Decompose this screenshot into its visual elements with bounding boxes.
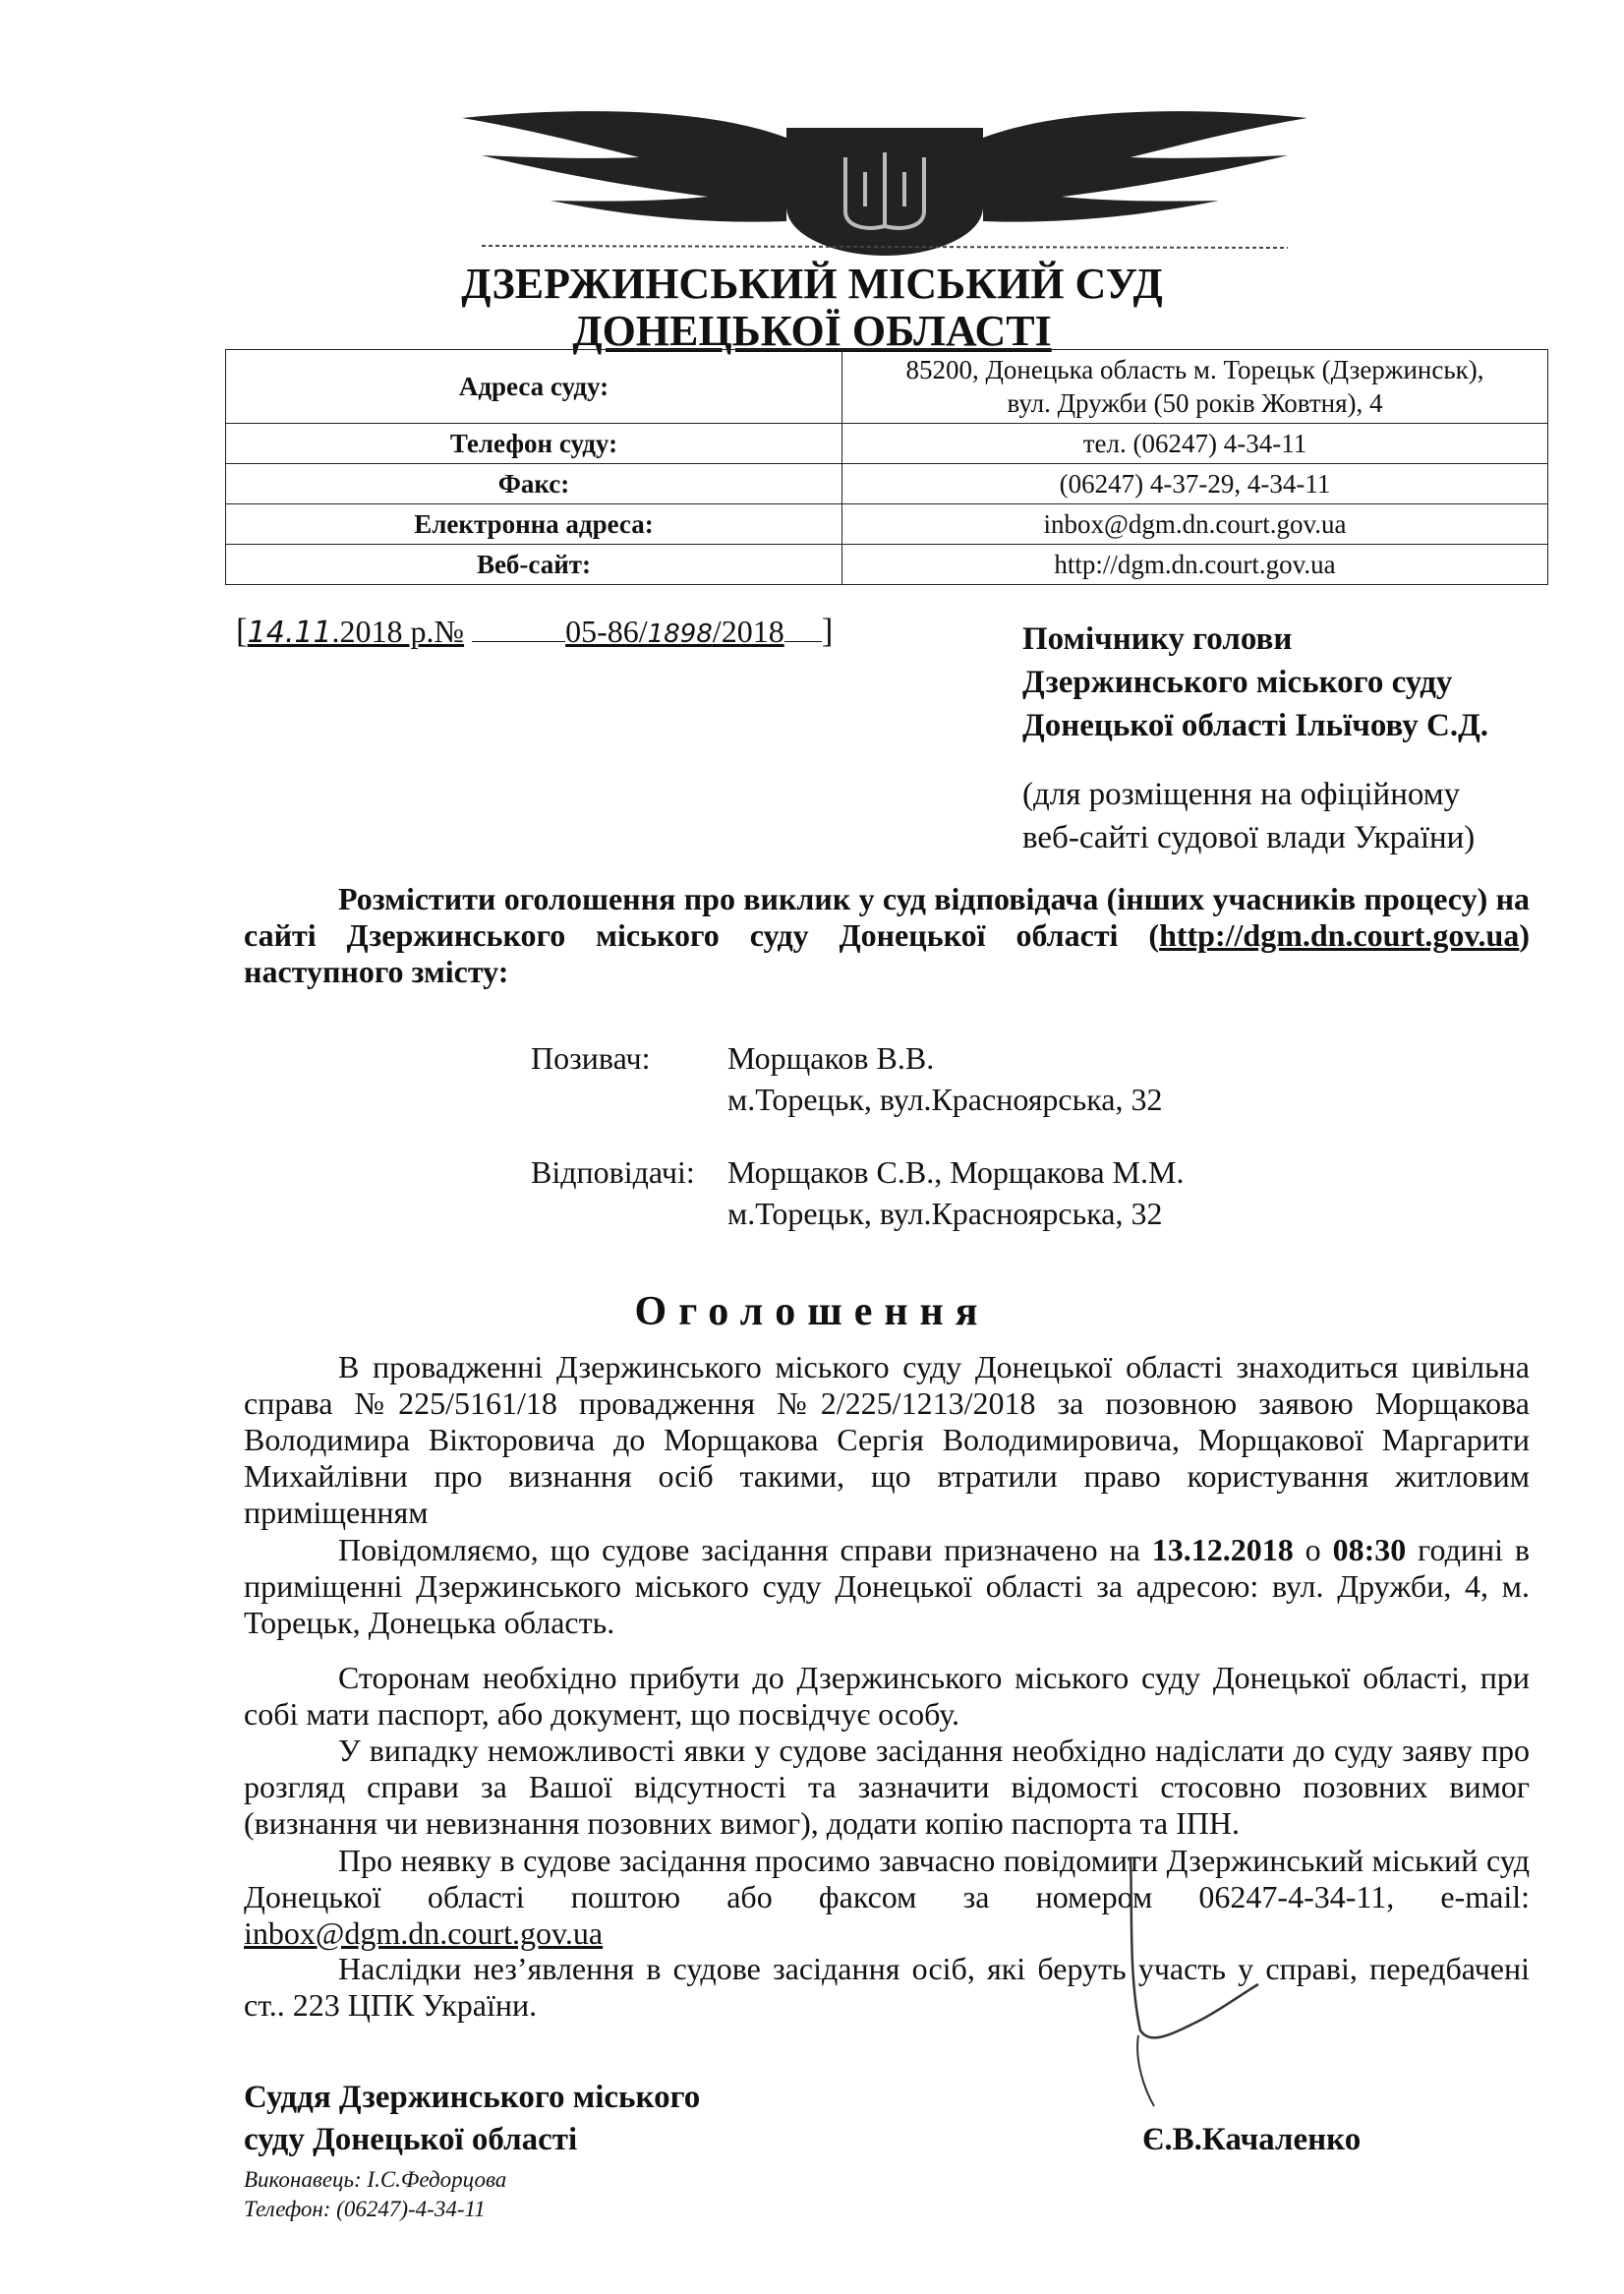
executor-name: Виконавець: І.С.Федорцова: [244, 2167, 507, 2192]
recipient-block: [1022, 618, 1488, 747]
announcement-paragraph-4: У випадку неможливості явки у судове засідання необхідно надіслати до суду заяву про розгляд справи за Вашої відсутності та зазначити відомості стосовно позовних вимог (визнання чи невизнання позовних вимог), додати копію паспорта та ІПН.: [244, 1733, 1530, 1841]
judge-title: [244, 2077, 700, 2161]
intro-paragraph: [244, 881, 1530, 990]
defendants-address: м.Торецьк, вул.Красноярська, 32: [727, 1196, 1163, 1231]
purpose-note: [1022, 773, 1475, 859]
table-row: [226, 545, 1548, 585]
announcement-paragraph-2: [244, 1532, 1530, 1641]
table-row: [226, 424, 1548, 464]
defendants-names: Морщаков С.В., Морщакова М.М.: [727, 1154, 1185, 1190]
recipient-line: Дзержинського міського суду: [1022, 665, 1453, 700]
court-name-line2: ДОНЕЦЬКОЇ ОБЛАСТІ: [572, 307, 1052, 355]
announcement-title: Оголошення: [634, 1289, 990, 1334]
fax-label: Факс:: [226, 464, 842, 504]
purpose-line: веб-сайті судової влади України): [1022, 820, 1476, 855]
reference-close-bracket: ]: [821, 612, 834, 650]
plaintiff-address: м.Торецьк, вул.Красноярська, 32: [727, 1082, 1163, 1117]
announcement-paragraph-5: [244, 1843, 1530, 1952]
fax-value: (06247) 4-37-29, 4-34-11: [842, 464, 1548, 504]
announcement-paragraph-6: Наслідки нез’явлення в судове засідання осіб, які беруть участь у справі, передбачені ст.. 223 ЦПК України.: [244, 1951, 1530, 2023]
reference-line: [236, 612, 833, 654]
hearing-text-mid: о: [1293, 1532, 1333, 1567]
announcement-paragraph-3: Сторонам необхідно прибути до Дзержинського міського суду Донецької області, при собі мати паспорт, або документ, що посвідчує особу.: [244, 1660, 1530, 1732]
purpose-line: (для розміщення на офіційному: [1022, 777, 1461, 812]
plaintiff-name: Морщаков В.В.: [727, 1040, 935, 1076]
intro-text: Розмістити оголошення про виклик у суд відповідача (інших учасників процесу) на сайті Дзержинського міського суду Донецької області (: [244, 881, 1530, 953]
hearing-time: 08:30: [1332, 1532, 1407, 1567]
reference-number-prefix: 05-86/: [565, 614, 648, 649]
court-info-table: [225, 349, 1548, 585]
notify-email-link[interactable]: inbox@dgm.dn.court.gov.ua: [244, 1915, 604, 1951]
recipient-line: Помічнику голови: [1022, 621, 1293, 657]
email-label: Електронна адреса:: [226, 504, 842, 545]
executor-block: [244, 2165, 506, 2224]
notify-text: Про неявку в судове засідання просимо завчасно повідомити Дзержинський міський суд Донецької області поштою або факсом за номером 06247-4-34-11, e-mail:: [244, 1843, 1530, 1914]
hearing-text-end: годині в приміщенні Дзержинського міського суду Донецької області за адресою: вул. Дружби, 4, м. Торецьк, Донецька область.: [244, 1532, 1531, 1640]
intro-text-end: ) наступного змісту:: [244, 917, 1530, 989]
phone-label: Телефон суду:: [226, 424, 842, 464]
table-row: [226, 464, 1548, 504]
address-line2: вул. Дружби (50 років Жовтня), 4: [1007, 388, 1383, 418]
address-line1: 85200, Донецька область м. Торецьк (Дзержинськ),: [905, 355, 1484, 384]
table-row: [226, 350, 1548, 424]
address-value: [842, 350, 1548, 424]
judge-title-line2: суду Донецької області: [244, 2122, 578, 2157]
hearing-text: Повідомляємо, що судове засідання справи призначено на: [338, 1532, 1152, 1567]
phone-value: тел. (06247) 4-34-11: [842, 424, 1548, 464]
address-label: Адреса суду:: [226, 350, 842, 424]
reference-date-handwritten: 14.11: [247, 616, 332, 650]
reference-date-printed: .2018 р.№: [331, 614, 465, 649]
website-label: Веб-сайт:: [226, 545, 842, 585]
reference-open-bracket: [: [236, 612, 248, 650]
website-value[interactable]: http://dgm.dn.court.gov.ua: [842, 545, 1548, 585]
intro-link[interactable]: http://dgm.dn.court.gov.ua: [1159, 917, 1520, 953]
judge-name: Є.В.Качаленко: [1142, 2122, 1362, 2157]
table-row: [226, 504, 1548, 545]
handwritten-signature-icon: [1111, 1849, 1268, 2144]
email-value[interactable]: inbox@dgm.dn.court.gov.ua: [842, 504, 1548, 545]
court-emblem-icon: [462, 98, 1307, 256]
announcement-paragraph-1: В провадженні Дзержинського міського суду Донецької області знаходиться цивільна справа №225/5161/18 провадження №2/225/1213/2018 за позовною заявою Морщакова Володимира Вікторовича до Морщакова Сергія Володимировича, Морщакової Маргарити Михайлівни про визнання осіб такими, що втратили право користування житловим приміщенням: [244, 1349, 1530, 1530]
reference-number-handwritten: 1898: [647, 619, 713, 649]
plaintiff-label: Позивач:: [531, 1040, 651, 1076]
judge-title-line1: Суддя Дзержинського міського: [244, 2080, 701, 2115]
reference-number-suffix: /2018: [712, 614, 784, 649]
executor-phone: Телефон: (06247)-4-34-11: [244, 2197, 486, 2221]
recipient-line: Донецької області Ільїчову С.Д.: [1022, 708, 1489, 743]
court-name-line1: ДЗЕРЖИНСЬКИЙ МІСЬКИЙ СУД: [461, 260, 1163, 308]
defendants-label: Відповідачі:: [531, 1154, 695, 1190]
hearing-date: 13.12.2018: [1151, 1532, 1294, 1567]
